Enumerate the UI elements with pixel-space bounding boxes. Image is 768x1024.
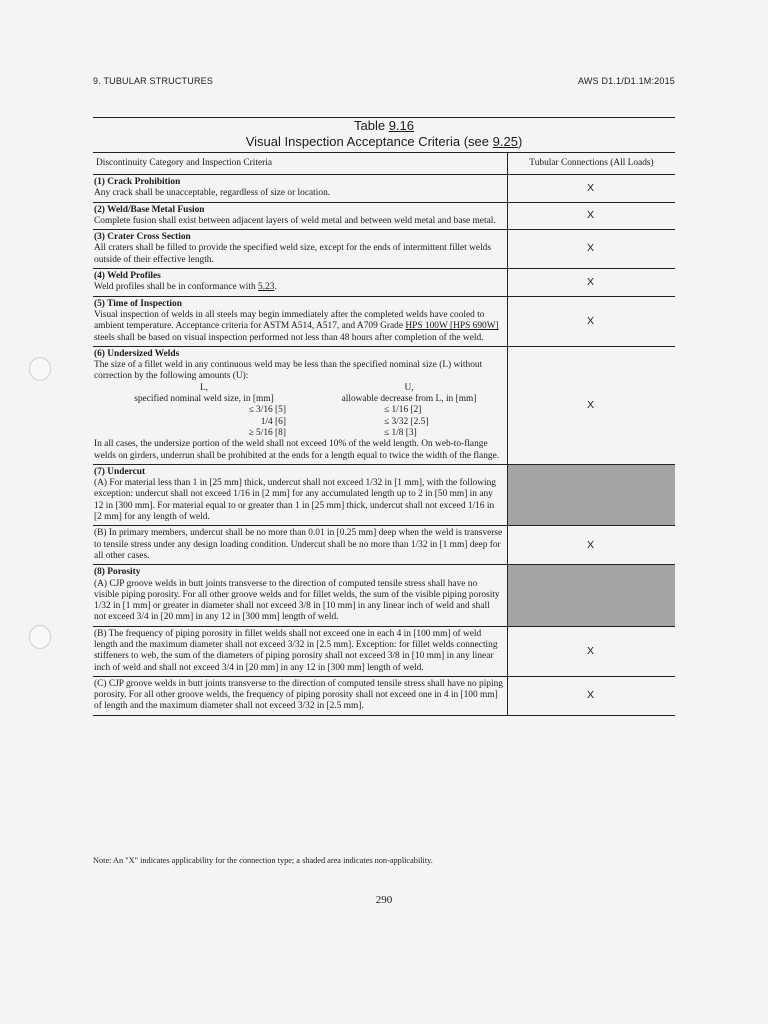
criteria-cell bbox=[93, 296, 508, 346]
criteria-cell bbox=[93, 269, 508, 297]
grade-ref-link[interactable]: HPS 100W [HPS 690W] bbox=[405, 321, 499, 332]
criteria-cell bbox=[93, 626, 508, 676]
not-applicable-cell bbox=[508, 565, 676, 626]
criteria-cell bbox=[93, 565, 508, 626]
applicability-mark: X bbox=[508, 676, 676, 715]
allowable-decrease-value: ≤ 3/32 [2.5] bbox=[384, 416, 429, 427]
criteria-text: All craters shall be filled to provide the specified weld size, except for the ends of intermittent fillet welds outside of their effective length. bbox=[94, 243, 492, 265]
table-row bbox=[93, 565, 675, 626]
criteria-table bbox=[93, 152, 675, 716]
applicability-mark: X bbox=[508, 296, 676, 346]
category-title: (6) Undersized Welds bbox=[94, 348, 180, 359]
col-header-criteria: Discontinuity Category and Inspection Criteria bbox=[93, 153, 508, 175]
nominal-size-value: 1/4 [6] bbox=[260, 416, 286, 427]
subtitle-prefix: Visual Inspection Acceptance Criteria (see bbox=[245, 134, 493, 149]
table-row bbox=[93, 230, 675, 269]
category-title: (8) Porosity bbox=[94, 567, 141, 578]
table-row bbox=[93, 464, 675, 525]
category-title: (4) Weld Profiles bbox=[94, 271, 161, 282]
applicability-mark: X bbox=[508, 626, 676, 676]
applicability-mark: X bbox=[508, 175, 676, 203]
table-row bbox=[93, 526, 675, 565]
subtitle-suffix: ) bbox=[517, 134, 523, 149]
criteria-text-suffix: steels shall be based on visual inspection performed not less than 48 hours after completion of the weld. bbox=[94, 332, 484, 343]
applicability-mark: X bbox=[508, 269, 676, 297]
table-title bbox=[93, 118, 675, 150]
nominal-size-value: ≥ 5/16 [8] bbox=[248, 427, 286, 438]
criteria-text: (C) CJP groove welds in butt joints transverse to the direction of computed tensile stress shall have no piping porosity. For all other groove welds, the frequency of piping porosity shall not exceed one in 4 in [100 mm] of length and the maximum diameter shall not exceed 3/32 in [2.5 mm]. bbox=[94, 678, 503, 712]
criteria-text-after: In all cases, the undersize portion of the weld shall not exceed 10% of the weld length. On web-to-flange welds on girders, underrun shall be prohibited at the ends for a length equal to twice the width of the flange. bbox=[94, 439, 500, 461]
undersize-table bbox=[94, 383, 504, 439]
criteria-text bbox=[94, 282, 504, 293]
criteria-text: (B) The frequency of piping porosity in fillet welds shall not exceed one in each 4 in [100 mm] of weld length and the maximum diameter shall not exceed 3/32 in [2.5 mm]. Exception: for fillet welds connecting stiffeners to web, the sum of the diameters of piping porosity shall not exceed 3/8 in [10 mm] in any linear inch of weld and shall not exceed 3/4 in [20 mm] in any 12 in [300 mm] length of weld. bbox=[94, 628, 498, 673]
undersize-head-l: specified nominal weld size, in [mm] bbox=[134, 394, 274, 405]
category-title: (5) Time of Inspection bbox=[94, 298, 182, 309]
criteria-cell bbox=[93, 346, 508, 464]
symbol-u: U, bbox=[404, 382, 414, 393]
applicability-mark: X bbox=[508, 526, 676, 565]
running-header-right: AWS D1.1/D1.1M:2015 bbox=[577, 76, 675, 86]
section-ref-link[interactable]: 5.23 bbox=[258, 282, 275, 293]
allowable-decrease-value: ≤ 1/8 [3] bbox=[384, 427, 417, 438]
criteria-cell bbox=[93, 230, 508, 269]
col-header-tubular: Tubular Connections (All Loads) bbox=[508, 153, 676, 175]
applicability-mark: X bbox=[508, 230, 676, 269]
criteria-text: Complete fusion shall exist between adjacent layers of weld metal and between weld metal and base metal. bbox=[94, 215, 496, 226]
criteria-text: (A) CJP groove welds in butt joints transverse to the direction of computed tensile stress shall have no visible piping porosity. For all other groove welds and for fillet welds, the sum of the visible piping porosity 1/32 in [1 mm] or greater in diameter shall not exceed 3/8 in [10 mm] in any linear inch of weld and shall not exceed 3/4 in [20 mm] in any 12 in [300 mm] length of weld. bbox=[94, 578, 500, 623]
running-header-left: 9. TUBULAR STRUCTURES bbox=[93, 76, 214, 86]
title-prefix: Table bbox=[353, 118, 389, 133]
criteria-cell bbox=[93, 464, 508, 525]
page-number: 290 bbox=[375, 894, 393, 906]
allowable-decrease-value: ≤ 1/16 [2] bbox=[384, 405, 422, 416]
table-note: Note: An "X" indicates applicability for the connection type; a shaded area indicates non-applicability. bbox=[93, 856, 433, 865]
not-applicable-cell bbox=[508, 464, 676, 525]
category-title: (7) Undercut bbox=[94, 466, 146, 477]
table-row bbox=[93, 269, 675, 297]
criteria-text: (A) For material less than 1 in [25 mm] thick, undercut shall not exceed 1/32 in [1 mm], with the following exception: undercut shall not exceed 1/16 in [2 mm] for any accumulated length up to 2 in [50 mm] in any 12 in [300 mm]. For material equal to or greater than 1 in [25 mm] thick, undercut shall not exceed 1/16 in [2 mm] for any length of weld. bbox=[94, 478, 496, 523]
table-row bbox=[93, 175, 675, 203]
criteria-text-prefix: Visual inspection of welds in all steels may begin immediately after the completed welds have cooled to ambient temperature. Acceptance criteria for ASTM A514, A517, and A709 Grade bbox=[94, 309, 485, 332]
section-ref-link[interactable]: 9.25 bbox=[492, 134, 518, 149]
criteria-cell bbox=[93, 175, 508, 203]
punch-hole-bottom bbox=[29, 625, 51, 649]
table-row bbox=[93, 202, 675, 230]
table-header-row bbox=[93, 153, 675, 175]
criteria-cell bbox=[93, 526, 508, 565]
nominal-size-value: ≤ 3/16 [5] bbox=[248, 405, 286, 416]
category-title: (1) Crack Prohibition bbox=[94, 177, 181, 187]
table-row bbox=[93, 296, 675, 346]
criteria-text-prefix: Weld profiles shall be in conformance with bbox=[94, 282, 259, 293]
criteria-text bbox=[94, 310, 504, 344]
table-row bbox=[93, 346, 675, 464]
table-number-link[interactable]: 9.16 bbox=[388, 118, 414, 133]
criteria-text: Any crack shall be unacceptable, regardless of size or location. bbox=[94, 188, 331, 199]
criteria-text: (B) In primary members, undercut shall be no more than 0.01 in [0.25 mm] deep when the weld is transverse to tensile stress under any design loading condition. Undercut shall be no more than 1/32 in [1 mm] deep for all other cases. bbox=[94, 528, 503, 561]
undersize-head-u: allowable decrease from L, in [mm] bbox=[341, 394, 477, 405]
criteria-text-suffix: . bbox=[274, 282, 277, 293]
criteria-text: The size of a fillet weld in any continuous weld may be less than the specified nominal size (L) without correction by the following amounts (U): bbox=[94, 360, 483, 382]
punch-hole-top bbox=[29, 357, 51, 381]
category-title: (3) Crater Cross Section bbox=[94, 232, 191, 243]
table-row bbox=[93, 676, 675, 715]
applicability-mark: X bbox=[508, 202, 676, 230]
criteria-cell bbox=[93, 202, 508, 230]
applicability-mark: X bbox=[508, 346, 676, 464]
table-row bbox=[93, 626, 675, 676]
criteria-cell bbox=[93, 676, 508, 715]
category-title: (2) Weld/Base Metal Fusion bbox=[94, 204, 205, 215]
symbol-l: L, bbox=[199, 382, 209, 393]
